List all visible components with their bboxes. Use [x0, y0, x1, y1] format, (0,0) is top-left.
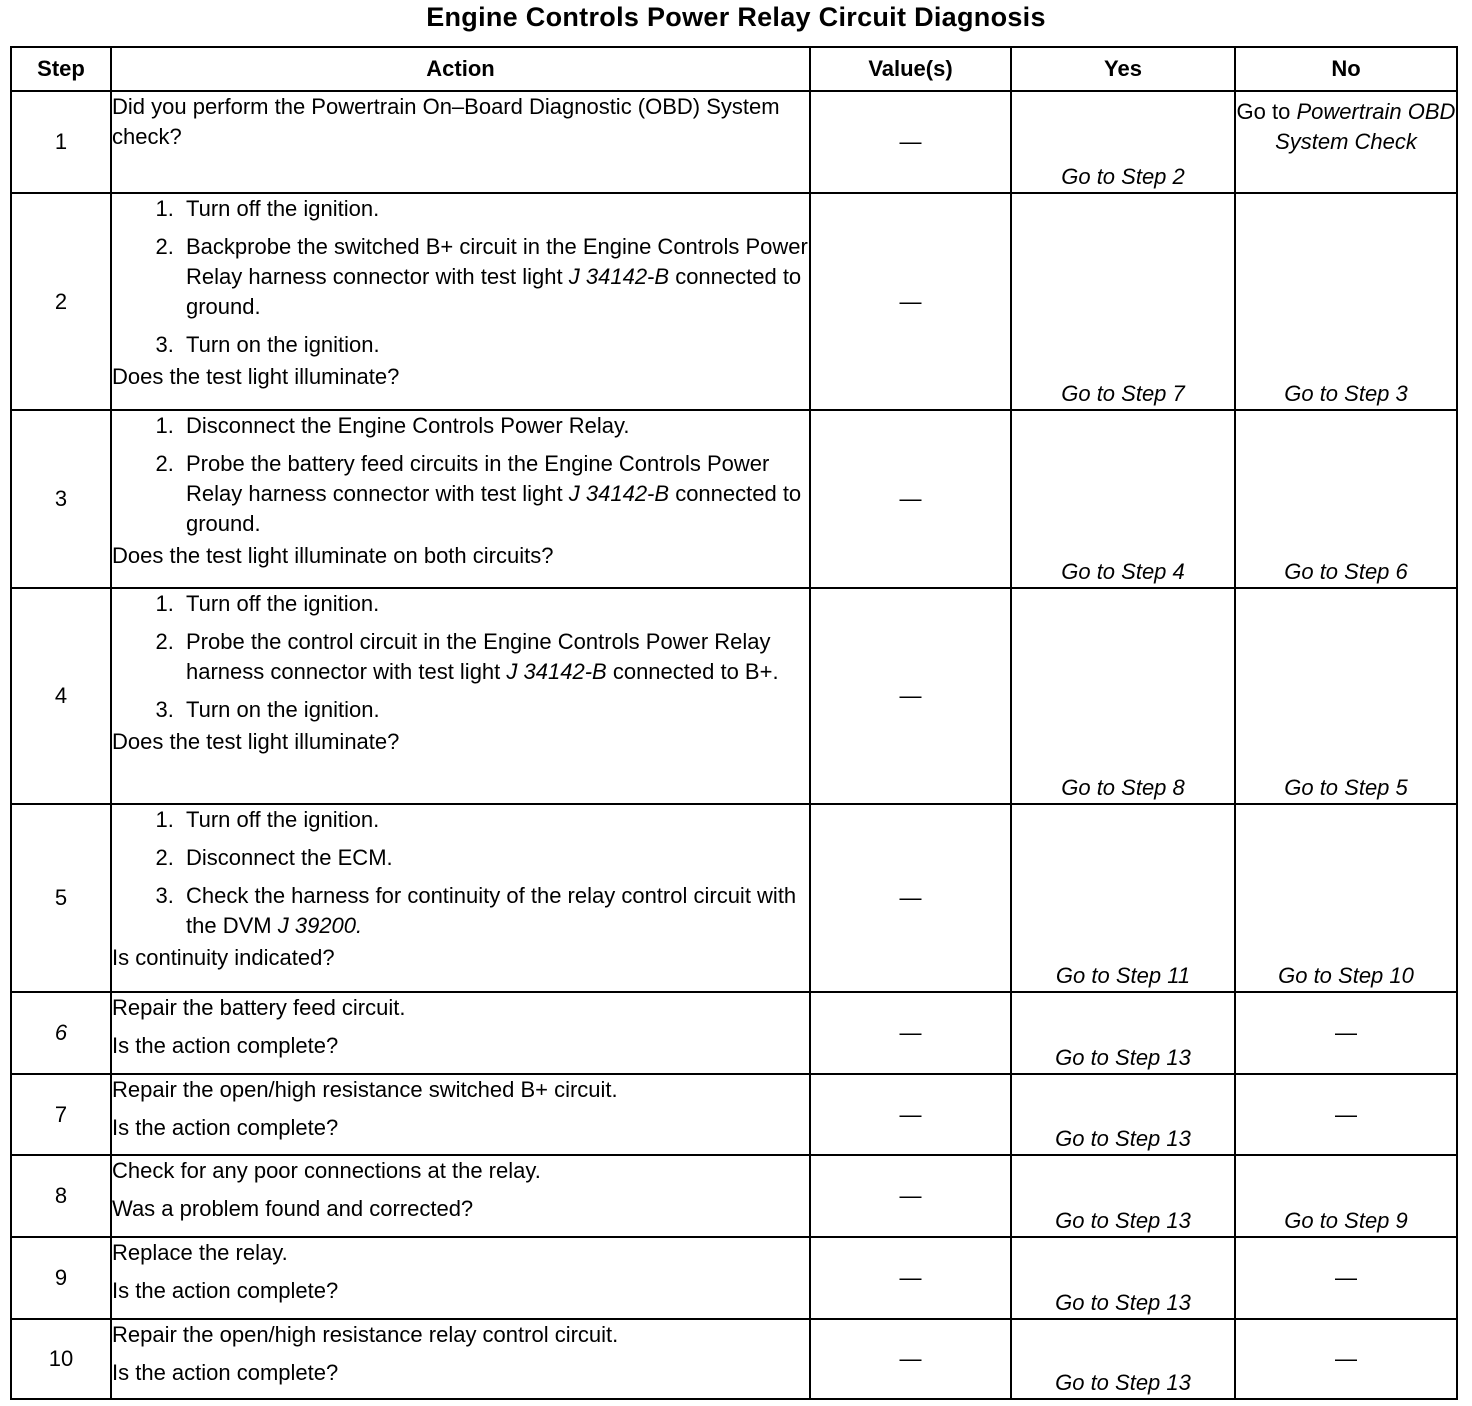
list-item: [180, 881, 809, 941]
list-item: [180, 232, 809, 322]
yes-cell: Go to Step 13: [1011, 992, 1235, 1074]
no-cell: Go to Step 9: [1235, 1155, 1457, 1237]
step-number: 4: [11, 588, 111, 804]
yes-cell: Go to Step 8: [1011, 588, 1235, 804]
value-cell: —: [810, 410, 1011, 588]
no-cell: [1235, 91, 1457, 193]
table-row: [11, 91, 1457, 193]
header-yes: Yes: [1011, 47, 1235, 91]
list-item: [180, 627, 809, 687]
no-cell: Go to Step 10: [1235, 804, 1457, 992]
list-item-text: connected to ground.: [186, 481, 802, 536]
yes-cell: Go to Step 7: [1011, 193, 1235, 410]
action-cell: [111, 1074, 810, 1155]
table-row: [11, 804, 1457, 992]
action-question: Is the action complete?: [112, 1033, 339, 1058]
action-cell: [111, 1237, 810, 1319]
action-cell: [111, 588, 810, 804]
yes-cell: Go to Step 11: [1011, 804, 1235, 992]
action-cell: [111, 193, 810, 410]
list-item-text: Check the harness for continuity of the relay control circuit with the DVM: [186, 883, 797, 938]
yes-cell: Go to Step 2: [1011, 91, 1235, 193]
action-question: Is continuity indicated?: [112, 945, 335, 970]
header-action: Action: [111, 47, 810, 91]
action-question: Is the action complete?: [112, 1115, 339, 1140]
action-instruction: Repair the open/high resistance relay control circuit.: [112, 1322, 619, 1347]
table-row: [11, 1155, 1457, 1237]
table-row: [11, 410, 1457, 588]
action-question: Does the test light illuminate?: [112, 364, 400, 389]
value-cell: —: [810, 992, 1011, 1074]
table-row: [11, 1319, 1457, 1399]
list-item-text: Probe the battery feed circuits in the Engine Controls Power Relay harness connector with test light: [186, 451, 770, 506]
action-instruction: Repair the open/high resistance switched B+ circuit.: [112, 1077, 618, 1102]
no-cell: —: [1235, 1074, 1457, 1155]
yes-cell: Go to Step 13: [1011, 1237, 1235, 1319]
list-item: 1. Turn off the ignition.: [180, 805, 809, 835]
value-cell: —: [810, 91, 1011, 193]
tool-reference: J 34142-B: [506, 659, 607, 684]
page-title: Engine Controls Power Relay Circuit Diagnosis: [426, 2, 1046, 32]
step-number: 5: [11, 804, 111, 992]
yes-cell: Go to Step 13: [1011, 1319, 1235, 1399]
tool-reference: J 34142-B: [568, 264, 670, 289]
no-cell: —: [1235, 992, 1457, 1074]
no-cell: Go to Step 6: [1235, 410, 1457, 588]
value-cell: —: [810, 193, 1011, 410]
action-cell: [111, 91, 810, 193]
table-row: [11, 1237, 1457, 1319]
step-number: 7: [11, 1074, 111, 1155]
no-cell: Go to Step 5: [1235, 588, 1457, 804]
table-row: [11, 588, 1457, 804]
action-cell: [111, 1319, 810, 1399]
yes-cell: Go to Step 13: [1011, 1074, 1235, 1155]
value-cell: —: [810, 588, 1011, 804]
action-question: Was a problem found and corrected?: [112, 1196, 474, 1221]
header-row: [11, 47, 1457, 91]
tool-reference: J 34142-B: [568, 481, 670, 506]
action-instruction: Check for any poor connections at the relay.: [112, 1158, 541, 1183]
value-cell: —: [810, 1155, 1011, 1237]
table-row: [11, 1074, 1457, 1155]
action-question: Does the test light illuminate?: [112, 729, 400, 754]
step-number: 1: [11, 91, 111, 193]
action-question: Is the action complete?: [112, 1360, 339, 1385]
header-values: Value(s): [810, 47, 1011, 91]
no-reference: Powertrain OBD System Check: [1275, 99, 1456, 154]
step-number: 10: [11, 1319, 111, 1399]
diagnosis-table: [10, 46, 1458, 1400]
no-prefix: Go to: [1236, 99, 1291, 124]
list-item: 1. Turn off the ignition.: [180, 589, 809, 619]
action-cell: [111, 992, 810, 1074]
value-cell: —: [810, 1237, 1011, 1319]
list-item-text: Backprobe the switched B+ circuit in the Engine Controls Power Relay harness connector with test light: [186, 234, 808, 289]
step-number: 9: [11, 1237, 111, 1319]
list-item: [180, 449, 809, 539]
list-item-text: connected to ground.: [186, 264, 802, 319]
action-question: Is the action complete?: [112, 1278, 339, 1303]
header-step: Step: [11, 47, 111, 91]
action-list: [112, 194, 809, 360]
action-question: Does the test light illuminate on both circuits?: [112, 543, 554, 568]
step-number: 6: [11, 992, 111, 1074]
list-item-text: Probe the control circuit in the Engine Controls Power Relay harness connector with test light: [186, 629, 771, 684]
tool-reference: J 39200.: [277, 913, 363, 938]
action-cell: [111, 410, 810, 588]
step-number: 3: [11, 410, 111, 588]
no-cell: Go to Step 3: [1235, 193, 1457, 410]
list-item: 1. Turn off the ignition.: [180, 194, 809, 224]
step-number: 2: [11, 193, 111, 410]
value-cell: —: [810, 804, 1011, 992]
action-instruction: Repair the battery feed circuit.: [112, 995, 406, 1020]
action-list: [112, 411, 809, 539]
list-item-text: connected to B+.: [612, 659, 779, 684]
yes-cell: Go to Step 13: [1011, 1155, 1235, 1237]
action-cell: [111, 804, 810, 992]
action-list: [112, 805, 809, 941]
table-row: [11, 992, 1457, 1074]
no-cell: —: [1235, 1237, 1457, 1319]
table-row: [11, 193, 1457, 410]
step-number: 8: [11, 1155, 111, 1237]
yes-cell: Go to Step 4: [1011, 410, 1235, 588]
action-cell: [111, 1155, 810, 1237]
list-item: 3. Turn on the ignition.: [180, 330, 809, 360]
value-cell: —: [810, 1319, 1011, 1399]
header-no: No: [1235, 47, 1457, 91]
action-instruction: Replace the relay.: [112, 1240, 288, 1265]
value-cell: —: [810, 1074, 1011, 1155]
action-list: [112, 589, 809, 725]
no-cell: —: [1235, 1319, 1457, 1399]
list-item: 2. Disconnect the ECM.: [180, 843, 809, 873]
action-question: Did you perform the Powertrain On–Board Diagnostic (OBD) System check?: [112, 94, 780, 149]
list-item: 3. Turn on the ignition.: [180, 695, 809, 725]
list-item: 1. Disconnect the Engine Controls Power Relay.: [180, 411, 809, 441]
